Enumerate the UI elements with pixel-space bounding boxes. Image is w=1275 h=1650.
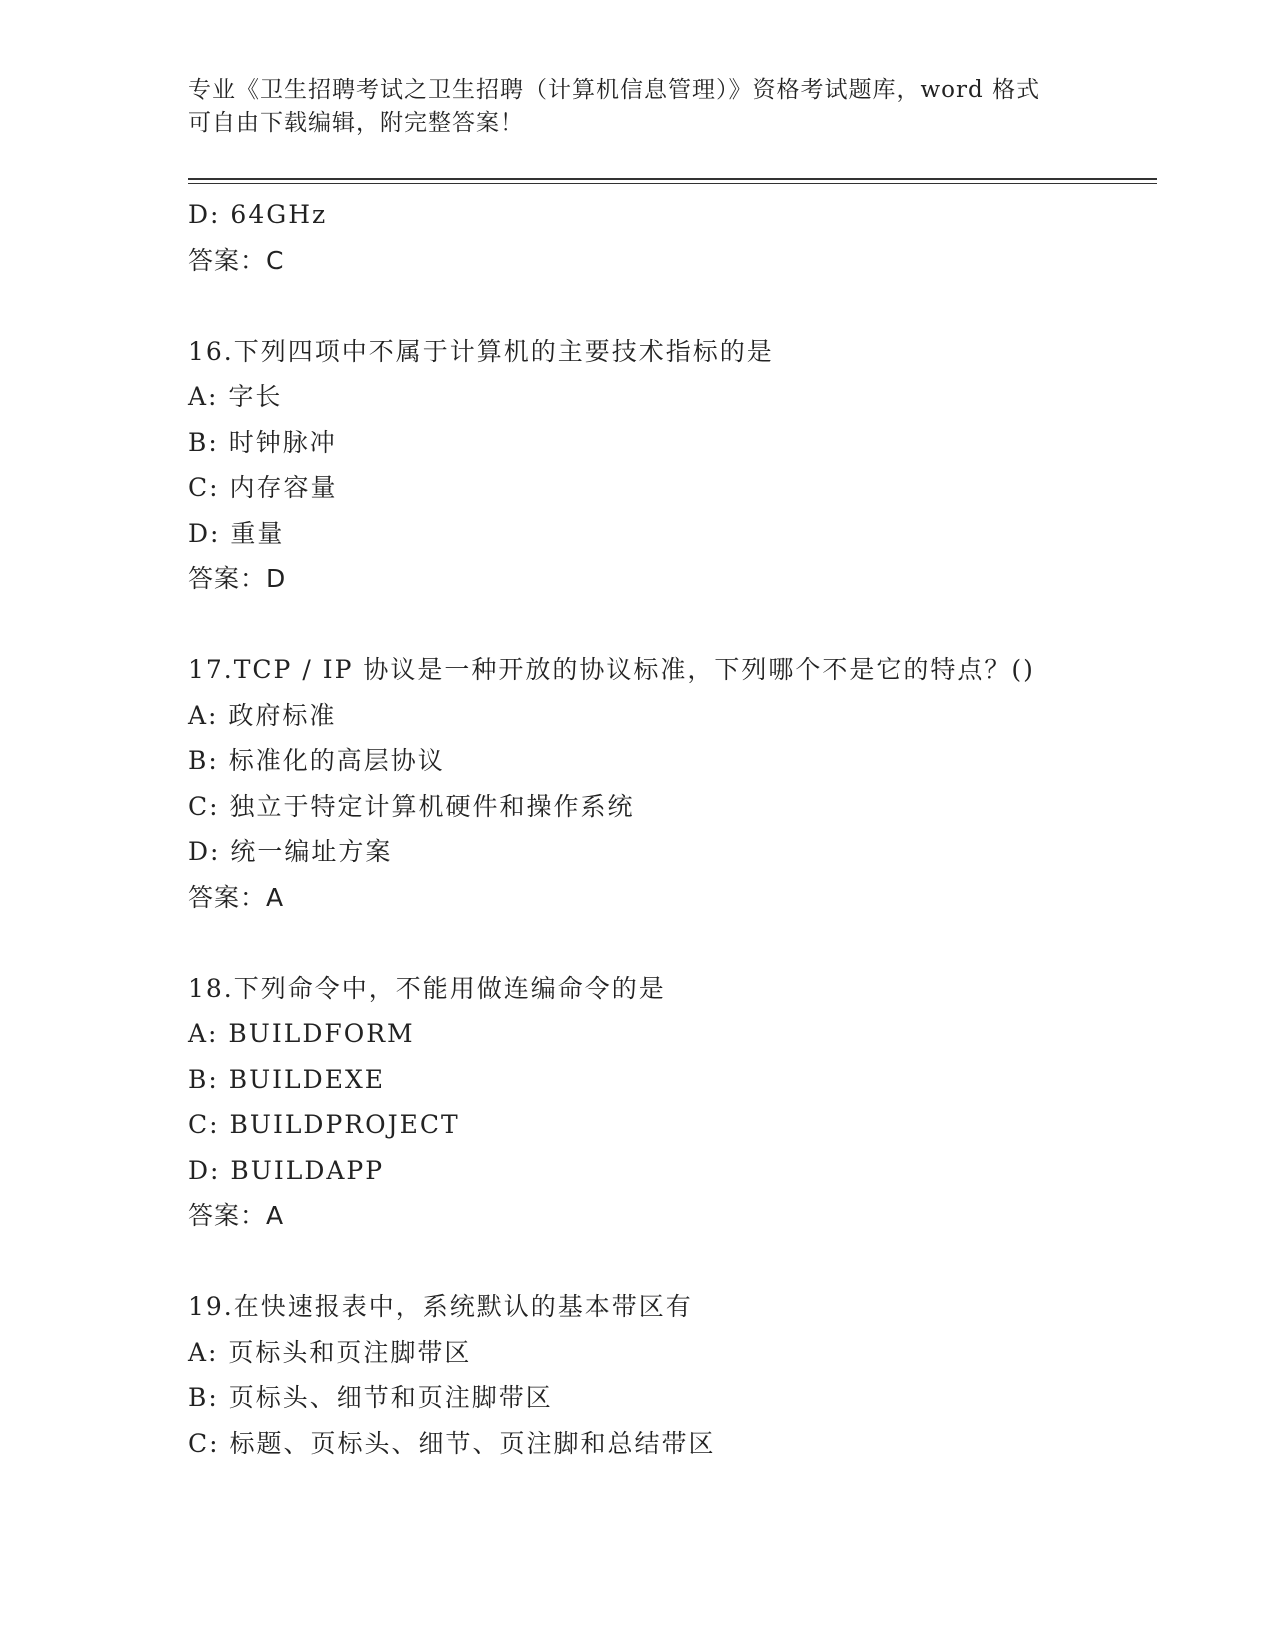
answer-line: 答案：D [188, 564, 287, 593]
page-header [188, 74, 1068, 140]
question-spacer [188, 602, 1157, 648]
header-line-2: 可自由下载编辑，附完整答案！ [188, 110, 524, 136]
option-a: A: 政府标准 [188, 700, 337, 730]
question-19 [188, 1284, 1157, 1466]
option-b: B: 标准化的高层协议 [188, 746, 445, 775]
option-d: D: 重量 [188, 518, 285, 548]
answer-line: 答案：C [188, 245, 285, 275]
question-18 [188, 966, 1157, 1239]
option-b: B: 时钟脉冲 [188, 427, 337, 457]
answer-line: 答案：A [188, 882, 285, 912]
question-stem: 16.下列四项中不属于计算机的主要技术指标的是 [188, 336, 774, 366]
option-a: A: 字长 [188, 382, 283, 411]
option-c: C: 标题、页标头、细节、页注脚和总结带区 [188, 1428, 716, 1458]
answer-line: 答案：A [188, 1201, 285, 1230]
question-spacer [188, 920, 1157, 966]
question-spacer [188, 283, 1157, 329]
option-c: C: 内存容量 [188, 473, 338, 502]
option-c: C: 独立于特定计算机硬件和操作系统 [188, 791, 635, 821]
option-a: A: 页标头和页注脚带区 [188, 1337, 472, 1367]
question-stem: 17.TCP / IP 协议是一种开放的协议标准，下列哪个不是它的特点？() [188, 655, 1035, 684]
question-16 [188, 329, 1157, 602]
option-b: B: 页标头、细节和页注脚带区 [188, 1383, 553, 1412]
question-stem: 19.在快速报表中，系统默认的基本带区有 [188, 1292, 693, 1321]
option-b: B: BUILDEXE [188, 1064, 385, 1094]
option-c: C: BUILDPROJECT [188, 1110, 460, 1139]
option-d: D: 64GHz [188, 200, 328, 229]
question-stem: 18.下列命令中，不能用做连编命令的是 [188, 973, 666, 1003]
question-15-tail [188, 192, 1157, 283]
header-line-1: 专业《卫生招聘考试之卫生招聘（计算机信息管理）》资格考试题库，word 格式 [188, 77, 1041, 103]
header-divider-thick [188, 178, 1157, 180]
option-d: D: BUILDAPP [188, 1155, 385, 1185]
option-d: D: 统一编址方案 [188, 837, 393, 866]
option-a: A: BUILDFORM [188, 1019, 415, 1048]
question-list [188, 192, 1157, 1466]
question-spacer [188, 1239, 1157, 1285]
header-divider-thin [188, 183, 1157, 184]
question-17 [188, 647, 1157, 920]
